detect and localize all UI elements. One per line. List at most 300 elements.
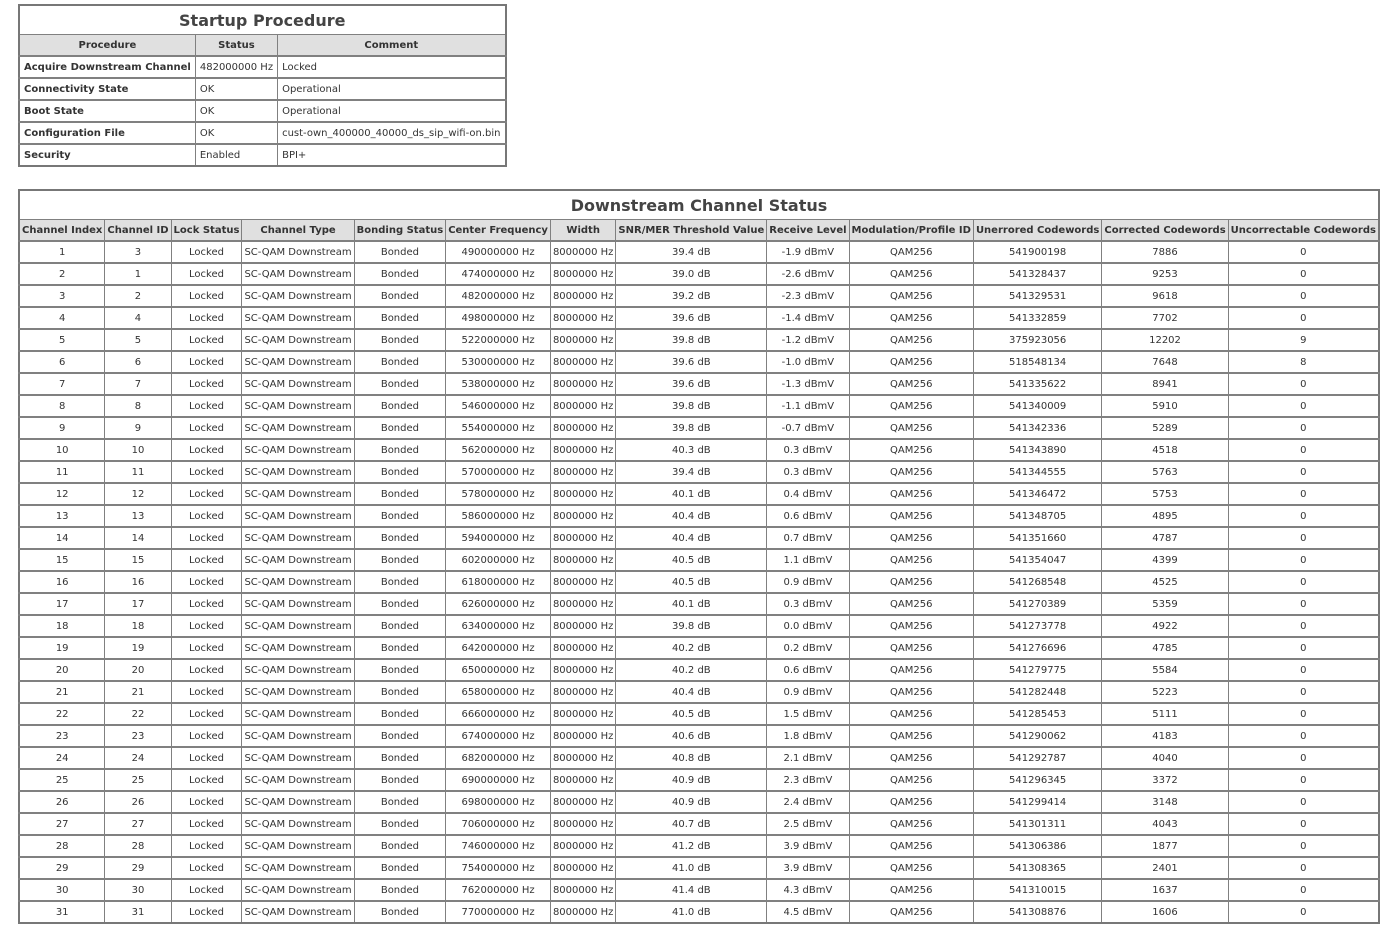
table-row (19, 527, 1379, 549)
modulation-cell: QAM256 (849, 879, 973, 901)
lock-status-cell: Locked (171, 593, 242, 615)
bonding-status-cell: Bonded (354, 857, 446, 879)
modulation-cell: QAM256 (849, 791, 973, 813)
modulation-cell: QAM256 (849, 549, 973, 571)
uncorrectable-cell: 8 (1228, 351, 1379, 373)
header-corrected-codewords: Corrected Codewords (1102, 220, 1228, 242)
snr-cell: 40.2 dB (616, 637, 767, 659)
table-row (19, 593, 1379, 615)
channel-type-cell: SC-QAM Downstream (242, 835, 354, 857)
receive-level-cell: 1.5 dBmV (767, 703, 849, 725)
header-bonding-status: Bonding Status (354, 220, 446, 242)
uncorrectable-cell: 0 (1228, 769, 1379, 791)
lock-status-cell: Locked (171, 417, 242, 439)
unerrored-cell: 541344555 (973, 461, 1101, 483)
unerrored-cell: 541348705 (973, 505, 1101, 527)
modulation-cell: QAM256 (849, 241, 973, 263)
unerrored-cell: 541308365 (973, 857, 1101, 879)
bonding-status-cell: Bonded (354, 791, 446, 813)
corrected-cell: 9618 (1102, 285, 1228, 307)
bonding-status-cell: Bonded (354, 769, 446, 791)
corrected-cell: 4787 (1102, 527, 1228, 549)
bonding-status-cell: Bonded (354, 879, 446, 901)
snr-cell: 40.5 dB (616, 571, 767, 593)
channel-type-cell: SC-QAM Downstream (242, 769, 354, 791)
snr-cell: 39.8 dB (616, 417, 767, 439)
corrected-cell: 4525 (1102, 571, 1228, 593)
table-row (19, 703, 1379, 725)
modulation-cell: QAM256 (849, 857, 973, 879)
width-cell: 8000000 Hz (550, 351, 615, 373)
modulation-cell: QAM256 (849, 725, 973, 747)
receive-level-cell: 4.3 dBmV (767, 879, 849, 901)
receive-level-cell: 1.1 dBmV (767, 549, 849, 571)
receive-level-cell: 0.9 dBmV (767, 681, 849, 703)
downstream-channel-body (19, 241, 1379, 923)
bonding-status-cell: Bonded (354, 285, 446, 307)
receive-level-cell: -1.1 dBmV (767, 395, 849, 417)
corrected-cell: 1637 (1102, 879, 1228, 901)
procedure-cell: Boot State (19, 100, 195, 122)
unerrored-cell: 518548134 (973, 351, 1101, 373)
width-cell: 8000000 Hz (550, 879, 615, 901)
width-cell: 8000000 Hz (550, 703, 615, 725)
channel-type-cell: SC-QAM Downstream (242, 417, 354, 439)
channel-type-cell: SC-QAM Downstream (242, 505, 354, 527)
unerrored-cell: 541301311 (973, 813, 1101, 835)
channel-type-cell: SC-QAM Downstream (242, 527, 354, 549)
table-row (19, 56, 506, 78)
lock-status-cell: Locked (171, 329, 242, 351)
startup-procedure-title: Startup Procedure (19, 5, 506, 35)
modulation-cell: QAM256 (849, 329, 973, 351)
table-row (19, 901, 1379, 923)
snr-cell: 41.0 dB (616, 901, 767, 923)
snr-cell: 40.9 dB (616, 791, 767, 813)
unerrored-cell: 541279775 (973, 659, 1101, 681)
channel-id-cell: 21 (105, 681, 171, 703)
unerrored-cell: 541342336 (973, 417, 1101, 439)
corrected-cell: 7702 (1102, 307, 1228, 329)
uncorrectable-cell: 0 (1228, 307, 1379, 329)
header-modulation: Modulation/Profile ID (849, 220, 973, 242)
channel-type-cell: SC-QAM Downstream (242, 615, 354, 637)
bonding-status-cell: Bonded (354, 637, 446, 659)
corrected-cell: 4922 (1102, 615, 1228, 637)
receive-level-cell: 4.5 dBmV (767, 901, 849, 923)
center-frequency-cell: 538000000 Hz (446, 373, 551, 395)
channel-index-cell: 10 (19, 439, 105, 461)
corrected-cell: 1877 (1102, 835, 1228, 857)
uncorrectable-cell: 0 (1228, 857, 1379, 879)
bonding-status-cell: Bonded (354, 571, 446, 593)
modulation-cell: QAM256 (849, 461, 973, 483)
unerrored-cell: 541268548 (973, 571, 1101, 593)
status-cell: 482000000 Hz (195, 56, 277, 78)
channel-id-cell: 28 (105, 835, 171, 857)
receive-level-cell: 1.8 dBmV (767, 725, 849, 747)
channel-index-cell: 29 (19, 857, 105, 879)
width-cell: 8000000 Hz (550, 571, 615, 593)
bonding-status-cell: Bonded (354, 395, 446, 417)
corrected-cell: 5359 (1102, 593, 1228, 615)
center-frequency-cell: 658000000 Hz (446, 681, 551, 703)
bonding-status-cell: Bonded (354, 373, 446, 395)
modulation-cell: QAM256 (849, 593, 973, 615)
bonding-status-cell: Bonded (354, 747, 446, 769)
table-row (19, 505, 1379, 527)
unerrored-cell: 541328437 (973, 263, 1101, 285)
bonding-status-cell: Bonded (354, 615, 446, 637)
uncorrectable-cell: 0 (1228, 285, 1379, 307)
modulation-cell: QAM256 (849, 505, 973, 527)
table-row (19, 351, 1379, 373)
snr-cell: 40.5 dB (616, 549, 767, 571)
lock-status-cell: Locked (171, 835, 242, 857)
table-row (19, 725, 1379, 747)
bonding-status-cell: Bonded (354, 241, 446, 263)
width-cell: 8000000 Hz (550, 659, 615, 681)
lock-status-cell: Locked (171, 703, 242, 725)
corrected-cell: 4040 (1102, 747, 1228, 769)
unerrored-cell: 541290062 (973, 725, 1101, 747)
corrected-cell: 5111 (1102, 703, 1228, 725)
table-row (19, 835, 1379, 857)
channel-index-cell: 11 (19, 461, 105, 483)
center-frequency-cell: 586000000 Hz (446, 505, 551, 527)
header-channel-id: Channel ID (105, 220, 171, 242)
channel-id-cell: 6 (105, 351, 171, 373)
receive-level-cell: 2.1 dBmV (767, 747, 849, 769)
lock-status-cell: Locked (171, 813, 242, 835)
comment-cell: Operational (278, 100, 506, 122)
channel-id-cell: 9 (105, 417, 171, 439)
corrected-cell: 12202 (1102, 329, 1228, 351)
corrected-cell: 5763 (1102, 461, 1228, 483)
bonding-status-cell: Bonded (354, 659, 446, 681)
modulation-cell: QAM256 (849, 681, 973, 703)
bonding-status-cell: Bonded (354, 483, 446, 505)
corrected-cell: 4518 (1102, 439, 1228, 461)
snr-cell: 39.4 dB (616, 461, 767, 483)
channel-id-cell: 19 (105, 637, 171, 659)
channel-id-cell: 12 (105, 483, 171, 505)
modulation-cell: QAM256 (849, 659, 973, 681)
unerrored-cell: 541310015 (973, 879, 1101, 901)
table-row (19, 263, 1379, 285)
corrected-cell: 3372 (1102, 769, 1228, 791)
width-cell: 8000000 Hz (550, 329, 615, 351)
unerrored-cell: 541270389 (973, 593, 1101, 615)
comment-cell: Locked (278, 56, 506, 78)
table-row (19, 813, 1379, 835)
receive-level-cell: 2.5 dBmV (767, 813, 849, 835)
procedure-cell: Connectivity State (19, 78, 195, 100)
channel-id-cell: 11 (105, 461, 171, 483)
uncorrectable-cell: 0 (1228, 879, 1379, 901)
procedure-cell: Configuration File (19, 122, 195, 144)
snr-cell: 40.5 dB (616, 703, 767, 725)
channel-type-cell: SC-QAM Downstream (242, 857, 354, 879)
table-row (19, 659, 1379, 681)
channel-type-cell: SC-QAM Downstream (242, 395, 354, 417)
corrected-cell: 3148 (1102, 791, 1228, 813)
lock-status-cell: Locked (171, 285, 242, 307)
snr-cell: 40.7 dB (616, 813, 767, 835)
channel-type-cell: SC-QAM Downstream (242, 263, 354, 285)
width-cell: 8000000 Hz (550, 417, 615, 439)
unerrored-cell: 541285453 (973, 703, 1101, 725)
bonding-status-cell: Bonded (354, 725, 446, 747)
channel-id-cell: 3 (105, 241, 171, 263)
center-frequency-cell: 634000000 Hz (446, 615, 551, 637)
modulation-cell: QAM256 (849, 615, 973, 637)
receive-level-cell: -2.6 dBmV (767, 263, 849, 285)
snr-cell: 41.4 dB (616, 879, 767, 901)
channel-index-cell: 21 (19, 681, 105, 703)
modulation-cell: QAM256 (849, 285, 973, 307)
center-frequency-cell: 650000000 Hz (446, 659, 551, 681)
corrected-cell: 7886 (1102, 241, 1228, 263)
center-frequency-cell: 498000000 Hz (446, 307, 551, 329)
snr-cell: 40.6 dB (616, 725, 767, 747)
channel-id-cell: 31 (105, 901, 171, 923)
bonding-status-cell: Bonded (354, 813, 446, 835)
modulation-cell: QAM256 (849, 483, 973, 505)
snr-cell: 39.6 dB (616, 307, 767, 329)
table-row (19, 769, 1379, 791)
comment-cell: Operational (278, 78, 506, 100)
channel-index-cell: 17 (19, 593, 105, 615)
lock-status-cell: Locked (171, 901, 242, 923)
unerrored-cell: 541329531 (973, 285, 1101, 307)
center-frequency-cell: 682000000 Hz (446, 747, 551, 769)
channel-type-cell: SC-QAM Downstream (242, 351, 354, 373)
channel-type-cell: SC-QAM Downstream (242, 571, 354, 593)
table-row (19, 549, 1379, 571)
table-row (19, 395, 1379, 417)
header-channel-type: Channel Type (242, 220, 354, 242)
bonding-status-cell: Bonded (354, 461, 446, 483)
center-frequency-cell: 562000000 Hz (446, 439, 551, 461)
channel-type-cell: SC-QAM Downstream (242, 901, 354, 923)
unerrored-cell: 541306386 (973, 835, 1101, 857)
unerrored-cell: 375923056 (973, 329, 1101, 351)
lock-status-cell: Locked (171, 439, 242, 461)
width-cell: 8000000 Hz (550, 637, 615, 659)
snr-cell: 40.4 dB (616, 681, 767, 703)
channel-id-cell: 16 (105, 571, 171, 593)
receive-level-cell: -2.3 dBmV (767, 285, 849, 307)
modulation-cell: QAM256 (849, 813, 973, 835)
snr-cell: 40.4 dB (616, 527, 767, 549)
lock-status-cell: Locked (171, 527, 242, 549)
table-row (19, 307, 1379, 329)
width-cell: 8000000 Hz (550, 593, 615, 615)
channel-index-cell: 12 (19, 483, 105, 505)
center-frequency-cell: 674000000 Hz (446, 725, 551, 747)
modulation-cell: QAM256 (849, 637, 973, 659)
snr-cell: 40.9 dB (616, 769, 767, 791)
channel-id-cell: 30 (105, 879, 171, 901)
channel-type-cell: SC-QAM Downstream (242, 241, 354, 263)
lock-status-cell: Locked (171, 395, 242, 417)
startup-procedure-table (18, 4, 507, 167)
width-cell: 8000000 Hz (550, 307, 615, 329)
startup-header-status: Status (195, 35, 277, 57)
modulation-cell: QAM256 (849, 527, 973, 549)
lock-status-cell: Locked (171, 549, 242, 571)
lock-status-cell: Locked (171, 351, 242, 373)
lock-status-cell: Locked (171, 505, 242, 527)
receive-level-cell: -1.2 dBmV (767, 329, 849, 351)
center-frequency-cell: 762000000 Hz (446, 879, 551, 901)
status-cell: Enabled (195, 144, 277, 166)
channel-type-cell: SC-QAM Downstream (242, 681, 354, 703)
downstream-header-row (19, 220, 1379, 242)
uncorrectable-cell: 0 (1228, 813, 1379, 835)
uncorrectable-cell: 0 (1228, 263, 1379, 285)
receive-level-cell: 3.9 dBmV (767, 835, 849, 857)
width-cell: 8000000 Hz (550, 263, 615, 285)
channel-index-cell: 22 (19, 703, 105, 725)
receive-level-cell: 0.7 dBmV (767, 527, 849, 549)
center-frequency-cell: 578000000 Hz (446, 483, 551, 505)
lock-status-cell: Locked (171, 615, 242, 637)
modulation-cell: QAM256 (849, 373, 973, 395)
startup-header-comment: Comment (278, 35, 506, 57)
snr-cell: 39.0 dB (616, 263, 767, 285)
width-cell: 8000000 Hz (550, 549, 615, 571)
snr-cell: 39.8 dB (616, 329, 767, 351)
uncorrectable-cell: 0 (1228, 241, 1379, 263)
status-cell: OK (195, 78, 277, 100)
table-row (19, 285, 1379, 307)
width-cell: 8000000 Hz (550, 483, 615, 505)
table-row (19, 417, 1379, 439)
snr-cell: 40.8 dB (616, 747, 767, 769)
channel-index-cell: 23 (19, 725, 105, 747)
corrected-cell: 4183 (1102, 725, 1228, 747)
center-frequency-cell: 554000000 Hz (446, 417, 551, 439)
channel-id-cell: 29 (105, 857, 171, 879)
channel-type-cell: SC-QAM Downstream (242, 879, 354, 901)
receive-level-cell: -1.3 dBmV (767, 373, 849, 395)
center-frequency-cell: 546000000 Hz (446, 395, 551, 417)
channel-id-cell: 10 (105, 439, 171, 461)
channel-id-cell: 20 (105, 659, 171, 681)
receive-level-cell: -0.7 dBmV (767, 417, 849, 439)
modulation-cell: QAM256 (849, 307, 973, 329)
bonding-status-cell: Bonded (354, 439, 446, 461)
table-row (19, 78, 506, 100)
channel-index-cell: 15 (19, 549, 105, 571)
comment-cell: BPI+ (278, 144, 506, 166)
channel-index-cell: 31 (19, 901, 105, 923)
header-center-frequency: Center Frequency (446, 220, 551, 242)
bonding-status-cell: Bonded (354, 329, 446, 351)
snr-cell: 39.6 dB (616, 351, 767, 373)
channel-index-cell: 25 (19, 769, 105, 791)
channel-index-cell: 3 (19, 285, 105, 307)
center-frequency-cell: 666000000 Hz (446, 703, 551, 725)
modulation-cell: QAM256 (849, 747, 973, 769)
center-frequency-cell: 570000000 Hz (446, 461, 551, 483)
channel-index-cell: 7 (19, 373, 105, 395)
unerrored-cell: 541282448 (973, 681, 1101, 703)
channel-index-cell: 19 (19, 637, 105, 659)
width-cell: 8000000 Hz (550, 813, 615, 835)
lock-status-cell: Locked (171, 681, 242, 703)
channel-type-cell: SC-QAM Downstream (242, 285, 354, 307)
table-row (19, 747, 1379, 769)
channel-type-cell: SC-QAM Downstream (242, 373, 354, 395)
corrected-cell: 5910 (1102, 395, 1228, 417)
downstream-channel-title: Downstream Channel Status (19, 190, 1379, 220)
corrected-cell: 4895 (1102, 505, 1228, 527)
table-row (19, 241, 1379, 263)
channel-index-cell: 14 (19, 527, 105, 549)
uncorrectable-cell: 0 (1228, 417, 1379, 439)
channel-id-cell: 25 (105, 769, 171, 791)
unerrored-cell: 541273778 (973, 615, 1101, 637)
width-cell: 8000000 Hz (550, 439, 615, 461)
center-frequency-cell: 490000000 Hz (446, 241, 551, 263)
corrected-cell: 5753 (1102, 483, 1228, 505)
header-lock-status: Lock Status (171, 220, 242, 242)
channel-type-cell: SC-QAM Downstream (242, 659, 354, 681)
corrected-cell: 7648 (1102, 351, 1228, 373)
corrected-cell: 4785 (1102, 637, 1228, 659)
center-frequency-cell: 530000000 Hz (446, 351, 551, 373)
bonding-status-cell: Bonded (354, 901, 446, 923)
channel-index-cell: 8 (19, 395, 105, 417)
channel-id-cell: 22 (105, 703, 171, 725)
channel-type-cell: SC-QAM Downstream (242, 747, 354, 769)
lock-status-cell: Locked (171, 571, 242, 593)
uncorrectable-cell: 0 (1228, 549, 1379, 571)
width-cell: 8000000 Hz (550, 725, 615, 747)
unerrored-cell: 541343890 (973, 439, 1101, 461)
corrected-cell: 5223 (1102, 681, 1228, 703)
unerrored-cell: 541308876 (973, 901, 1101, 923)
table-row (19, 637, 1379, 659)
width-cell: 8000000 Hz (550, 373, 615, 395)
corrected-cell: 5584 (1102, 659, 1228, 681)
uncorrectable-cell: 0 (1228, 593, 1379, 615)
channel-id-cell: 26 (105, 791, 171, 813)
lock-status-cell: Locked (171, 461, 242, 483)
snr-cell: 39.4 dB (616, 241, 767, 263)
snr-cell: 40.2 dB (616, 659, 767, 681)
channel-id-cell: 13 (105, 505, 171, 527)
corrected-cell: 4043 (1102, 813, 1228, 835)
channel-id-cell: 2 (105, 285, 171, 307)
receive-level-cell: 0.0 dBmV (767, 615, 849, 637)
channel-id-cell: 5 (105, 329, 171, 351)
width-cell: 8000000 Hz (550, 901, 615, 923)
uncorrectable-cell: 0 (1228, 439, 1379, 461)
receive-level-cell: 0.3 dBmV (767, 439, 849, 461)
unerrored-cell: 541346472 (973, 483, 1101, 505)
bonding-status-cell: Bonded (354, 307, 446, 329)
startup-procedure-body (19, 56, 506, 166)
center-frequency-cell: 626000000 Hz (446, 593, 551, 615)
receive-level-cell: 0.9 dBmV (767, 571, 849, 593)
lock-status-cell: Locked (171, 659, 242, 681)
unerrored-cell: 541335622 (973, 373, 1101, 395)
width-cell: 8000000 Hz (550, 241, 615, 263)
